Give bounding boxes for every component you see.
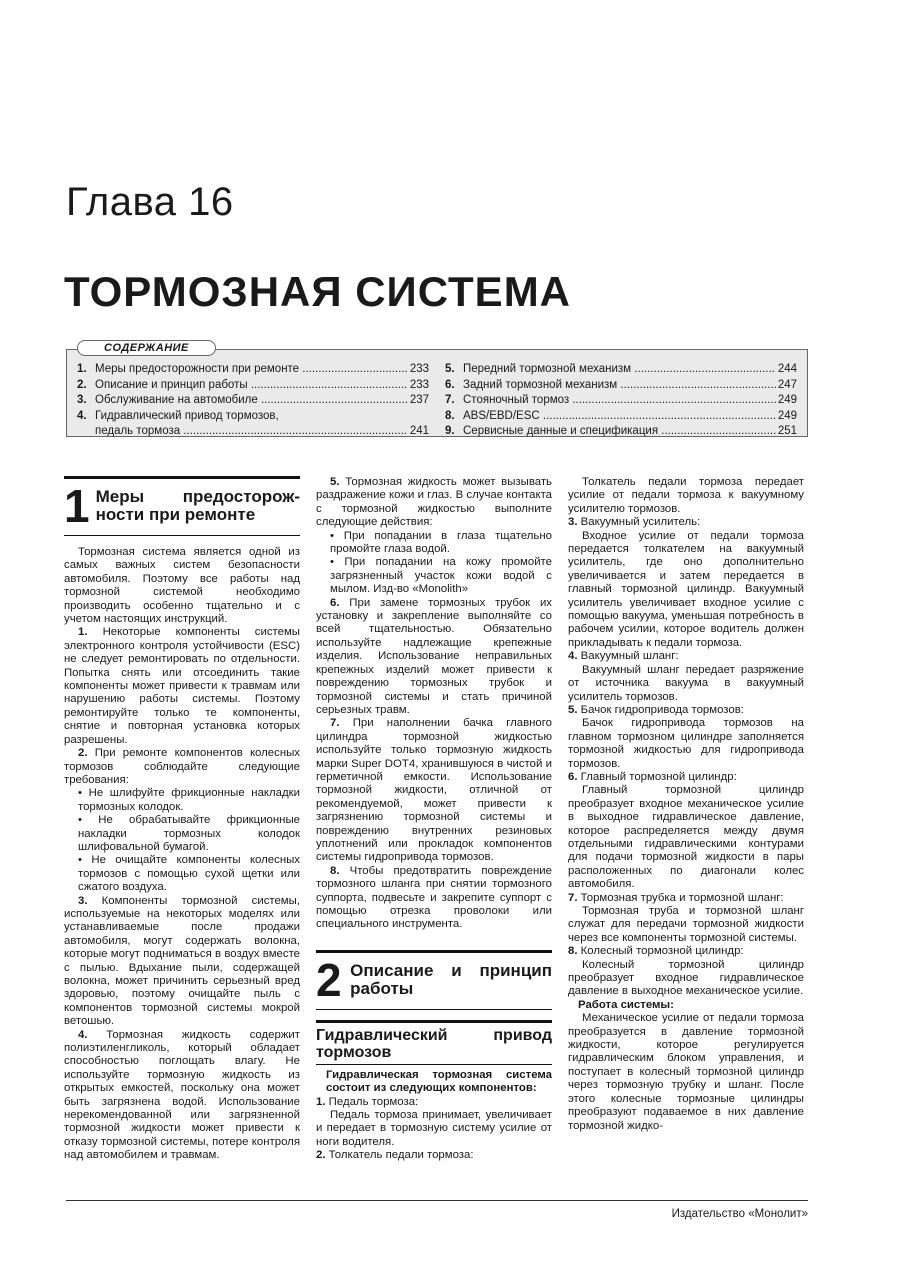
toc-right-column bbox=[445, 362, 797, 440]
toc-item[interactable]: 2. Описание и принцип работы ..... 233 bbox=[77, 378, 429, 394]
list-item: 4. Вакуумный шланг: bbox=[568, 650, 679, 663]
toc-label: СОДЕРЖАНИЕ bbox=[77, 340, 216, 356]
paragraph: 3. Компоненты тормозной системы, используемые на некоторых моделях или устанавливаемые после продажи автомобиля, могут содержать волокна, которые могут подниматься в воздух вместе с пылью. Вдыхание пыли, содержащей волокна, может причинить серьезный вред здоровью, поэтому очищайте пыль с компонентов тормозной системы мокрой ветошью. bbox=[64, 894, 300, 1028]
list-item: 1. Педаль тормоза: bbox=[316, 1095, 419, 1108]
paragraph: Педаль тормоза принимает, увеличивает и передает в тормозную систему усилие от ноги водителя. bbox=[316, 1109, 552, 1148]
toc-item[interactable]: 9. Сервисные данные и спецификация ..... 251 bbox=[445, 424, 797, 440]
section-number: 1 bbox=[64, 480, 90, 532]
section-title: Описание и принцип работы bbox=[350, 960, 552, 998]
text-column-2 bbox=[316, 476, 552, 1163]
paragraph: 4. Тормозная жидкость содержит полиэтиленгликоль, который обладает способностью поглощать влагу. Не используйте тормозную жидкость из открытых емкостей, поскольку она может быть загрязнена водой. Использование нерекомендованной или загрязненной тормозной жидкости может привести к отказу тормозной системы, потере контроля над автомобилем и травмам. bbox=[64, 1028, 301, 1162]
chapter-number: Глава 16 bbox=[66, 180, 234, 224]
bullet-item: • При попадании в глаза тщательно промойте глаза водой. bbox=[330, 529, 552, 556]
paragraph: Вакуумный шланг передает разряжение от источника вакуума в вакуумный усилитель тормозов. bbox=[568, 663, 804, 703]
paragraph: 8. Чтобы предотвратить повреждение тормозного шланга при снятии тормозного суппорта, подвесьте и закрепите суппорт с помощью отрезка проволоки или специального инструмента. bbox=[316, 864, 552, 931]
publisher-footer: Издательство «Монолит» bbox=[671, 1208, 808, 1220]
section-heading bbox=[64, 476, 300, 536]
paragraph: Тормозная труба и тормозной шланг служат для передачи тормозной жидкости через все компоненты тормозной системы. bbox=[568, 905, 804, 944]
bullet-item: • При попадании на кожу промойте загрязненный участок кожи водой с мылом. Изд-во «Monolith» bbox=[330, 556, 552, 596]
paragraph: 6. При замене тормозных трубок их установку и закрепление выполняйте со всей тщательностью. Обязательно используйте надлежащие крепежные изделия. Использование неправильных крепежных изделий может привести к повреждению тормозных трубок и тормозной системы и стать причиной серьезных травм. bbox=[316, 596, 553, 716]
paragraph: 1. Некоторые компоненты системы электронного контроля устойчивости (ESC) не следует ремонтировать по отдельности. Попытка снять или отсоединить такие компоненты может привести к травмам или нарушению работы системы. Поэтому ремонтируйте только те компоненты, снятие и повторная установка которых разрешены. bbox=[64, 626, 300, 746]
paragraph: Толкатель педали тормоза передает усилие от педали тормоза к вакуумному усилителю тормозов. bbox=[568, 476, 804, 515]
toc-item[interactable]: 3. Обслуживание на автомобиле ..... 237 bbox=[77, 393, 429, 409]
paragraph: 7. При наполнении бачка главного цилиндра тормозной жидкостью используйте только тормозную жидкость марки Super DOT4, хранившуюся в чистой и герметичной емкости. Использование тормозной жидкости, отличной от рекомендуемой, может привести к загрязнению тормозной системы и повреждению внутренних резиновых уплотнений или прокладок компонентов системы гидропривода тормозов. bbox=[316, 717, 552, 864]
toc-item[interactable]: педаль тормоза ..... 241 bbox=[77, 424, 429, 440]
paragraph: 2. При ремонте компонентов колесных тормозов соблюдайте следующие требования: bbox=[64, 747, 300, 786]
paragraph: Входное усилие от педали тормоза передается толкателем на вакуумный усилитель, где оно дополнительно увеличивается и затем передается в главный тормозной цилиндр. Вакуумный усилитель увеличивает входное усилие с помощью вакуума, уменьшая потребность в рабочем усилии, которое водитель должен прикладывать к педали тормоза. bbox=[568, 529, 804, 649]
lead-paragraph: Гидравлическая тормозная система состоит из следующих компонентов: bbox=[326, 1068, 552, 1095]
bullet-item: • Не шлифуйте фрикционные накладки тормозных колодок. bbox=[78, 787, 300, 813]
text-column-3 bbox=[568, 476, 804, 1133]
paragraph: Колесный тормозной цилиндр преобразует входное гидравлическое давление в выходное механическое усилие. bbox=[568, 958, 804, 998]
list-item: 3. Вакуумный усилитель: bbox=[568, 516, 701, 529]
toc-item[interactable]: 4. Гидравлический привод тормозов, bbox=[77, 409, 279, 422]
subsection-heading: Гидравлический привод тормозов bbox=[316, 1020, 552, 1065]
toc-item[interactable]: 5. Передний тормозной механизм ..... 244 bbox=[445, 362, 797, 378]
paragraph: 5. Тормозная жидкость может вызывать раздражение кожи и глаз. В случае контакта с тормозной жидкостью выполните следующие действия: bbox=[316, 476, 552, 529]
text-column-1 bbox=[64, 476, 300, 1163]
paragraph: Механическое усилие от педали тормоза преобразуется в давление тормозной жидкости, которое регулируется гидравлическим блоком управления, и поступает в колесный тормозной цилиндр через тормозную трубку и шланг. После этого колесные тормозные цилиндры преобразуют подаваемое в них давление тормозной жидко- bbox=[568, 1012, 804, 1132]
bullet-item: • Не очищайте компоненты колесных тормозов с помощью сухой щетки или сжатого воздуха. bbox=[78, 854, 300, 894]
list-item: 5. Бачок гидропривода тормозов: bbox=[568, 703, 744, 716]
footer-divider bbox=[66, 1200, 808, 1201]
section-title: Меры предосторож-ности при ремонте bbox=[95, 487, 300, 524]
paragraph: Тормозная система является одной из самых важных систем безопасности автомобиля. Поэтому все работы над тормозной системой необходимо производить особенно тщательно и с учетом настоящих инструкций. bbox=[64, 546, 300, 626]
table-of-contents bbox=[66, 342, 808, 437]
page-title: ТОРМОЗНАЯ СИСТЕМА bbox=[64, 268, 572, 315]
list-item: 8. Колесный тормозной цилиндр: bbox=[568, 945, 744, 958]
toc-item[interactable]: 7. Стояночный тормоз ..... 249 bbox=[445, 393, 797, 409]
toc-item[interactable]: 8. ABS/EBD/ESC ..... 249 bbox=[445, 409, 797, 425]
section-number: 2 bbox=[316, 953, 342, 1006]
paragraph: Главный тормозной цилиндр преобразует входное механическое усилие в выходное гидравлическое давление, которое распределяется между двумя отдельными гидравлическими контурами для подачи тормозной жидкости в пары расположенных по диагонали колес автомобиля. bbox=[568, 784, 804, 891]
toc-left-column bbox=[77, 362, 429, 440]
paragraph: Бачок гидропривода тормозов на главном тормозном цилиндре заполняется тормозной жидкостью для гидропривода тормозов. bbox=[568, 717, 804, 770]
toc-item[interactable]: 6. Задний тормозной механизм ..... 247 bbox=[445, 378, 797, 394]
bullet-item: • Не обрабатывайте фрикционные накладки тормозных колодок шлифовальной бумагой. bbox=[78, 814, 300, 853]
subheading: Работа системы: bbox=[578, 998, 674, 1011]
section-heading bbox=[316, 950, 552, 1010]
list-item: 6. Главный тормозной цилиндр: bbox=[568, 770, 737, 783]
list-item: 7. Тормозная трубка и тормозной шланг: bbox=[568, 891, 784, 904]
list-item: 2. Толкатель педали тормоза: bbox=[316, 1149, 474, 1162]
toc-item[interactable]: 1. Меры предосторожности при ремонте ..... 233 bbox=[77, 362, 429, 378]
